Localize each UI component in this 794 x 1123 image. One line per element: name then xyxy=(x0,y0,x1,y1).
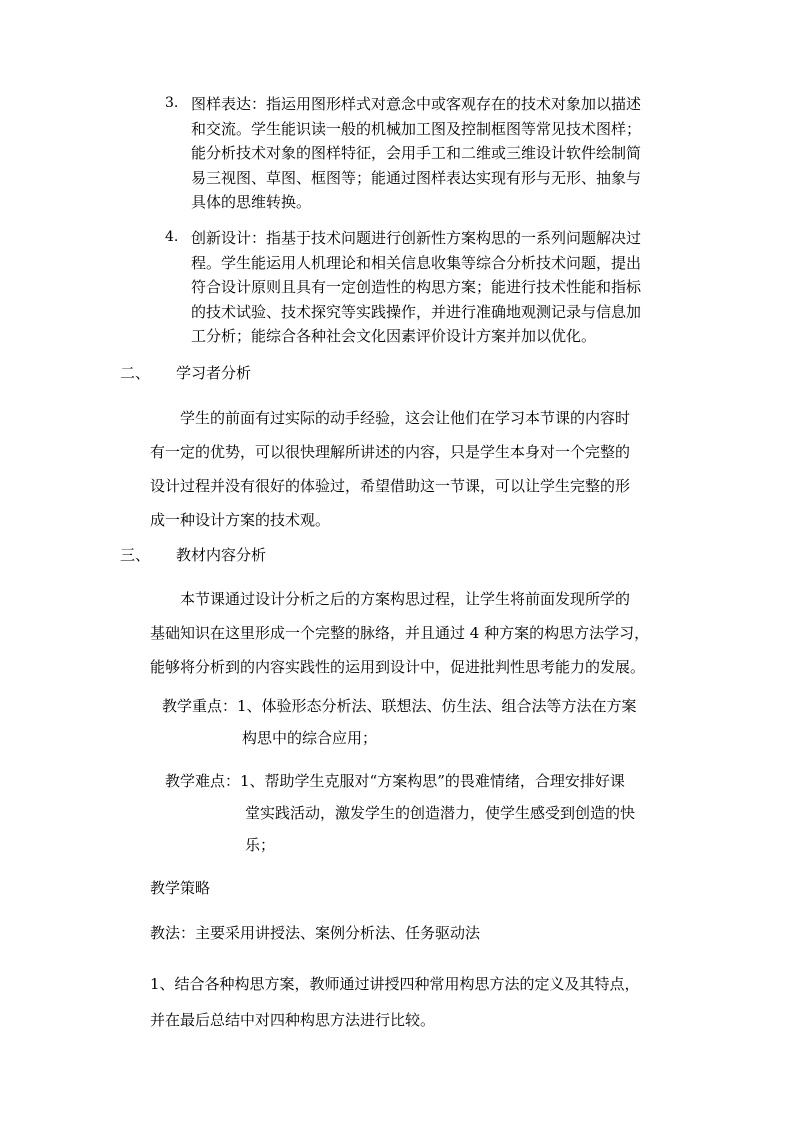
text-line: 乐； xyxy=(245,836,276,854)
learner-analysis-paragraph xyxy=(150,401,690,537)
content-analysis-paragraph xyxy=(150,582,690,684)
text-line: 基础知识在这里形成一个完整的脉络，并且通过 4 种方案的构思方法学习， xyxy=(150,624,650,642)
list-item-number: 3. xyxy=(165,95,179,111)
teaching-key-point xyxy=(162,690,722,754)
text-line: 程。学生能运用人机理论和相关信息收集等综合分析技术问题，提出 xyxy=(191,253,642,272)
list-item-text xyxy=(191,226,685,349)
text-line: 能够将分析到的内容实践性的运用到设计中，促进批判性思考能力的发展。 xyxy=(150,658,646,676)
text-line: 构思中的综合应用； xyxy=(242,729,378,747)
text-line: 有一定的优势，可以很快理解所讲述的内容，只是学生本身对一个完整的 xyxy=(150,443,631,461)
list-item-text xyxy=(191,92,685,215)
text-line: 符合设计原则且具有一定创造性的构思方案；能进行技术性能和指标 xyxy=(191,278,642,296)
key-point-label: 教学重点： xyxy=(162,697,238,715)
section-number: 三、 xyxy=(120,546,151,564)
text-line: 设计过程并没有很好的体验过，希望借助这一节课，可以让学生完整的形 xyxy=(150,477,631,495)
teaching-difficult-point xyxy=(165,765,725,861)
text-line: 本节课通过设计分析之后的方案构思过程，让学生将前面发现所学的 xyxy=(180,590,631,608)
text-line: 1、帮助学生克服对“方案构思”的畏难情绪，合理安排好课 xyxy=(240,772,625,790)
section-heading-learner-analysis xyxy=(120,362,251,383)
text-line: 1、结合各种构思方案，教师通过讲授四种常用构思方法的定义及其特点， xyxy=(150,975,640,993)
difficult-point-label: 教学难点： xyxy=(165,772,241,790)
text-line: 工分析；能综合各种社会文化因素评价设计方案并加以优化。 xyxy=(191,327,597,345)
final-paragraph xyxy=(150,966,690,1038)
text-line: 的技术试验、技术探究等实践操作，并进行准确地观测记录与信息加 xyxy=(191,302,642,321)
text-line: 创新设计：指基于技术问题进行创新性方案构思的一系列问题解决过 xyxy=(191,229,642,247)
text-line: 和交流。学生能识读一般的机械加工图及控制框图等常见技术图样； xyxy=(191,119,642,138)
text-line: 易三视图、草图、框图等；能通过图样表达实现有形与无形、抽象与 xyxy=(191,168,642,187)
list-item-4 xyxy=(165,226,685,349)
teaching-strategy-heading: 教学策略 xyxy=(150,879,211,897)
list-item-3 xyxy=(165,92,685,215)
teaching-methods: 教法：主要采用讲授法、案例分析法、任务驱动法 xyxy=(150,924,481,942)
text-line: 图样表达：指运用图形样式对意念中或客观存在的技术对象加以描述 xyxy=(191,95,642,113)
section-number: 二、 xyxy=(120,364,151,382)
section-title: 教材内容分析 xyxy=(176,546,267,564)
text-line: 成一种设计方案的技术观。 xyxy=(150,511,331,529)
section-heading-content-analysis xyxy=(120,544,266,565)
text-line: 学生的前面有过实际的动手经验，这会让他们在学习本节课的内容时 xyxy=(180,409,631,427)
text-line: 能分析技术对象的图样特征，会用手工和二维或三维设计软件绘制简 xyxy=(191,144,642,162)
list-item-number: 4. xyxy=(165,229,179,245)
text-line: 并在最后总结中对四种构思方法进行比较。 xyxy=(150,1011,436,1029)
text-line: 具体的思维转换。 xyxy=(191,193,312,211)
text-line: 1、体验形态分析法、联想法、仿生法、组合法等方法在方案 xyxy=(237,697,637,715)
section-title: 学习者分析 xyxy=(176,364,252,382)
text-line: 堂实践活动，激发学生的创造潜力，使学生感受到创造的快 xyxy=(245,804,636,822)
